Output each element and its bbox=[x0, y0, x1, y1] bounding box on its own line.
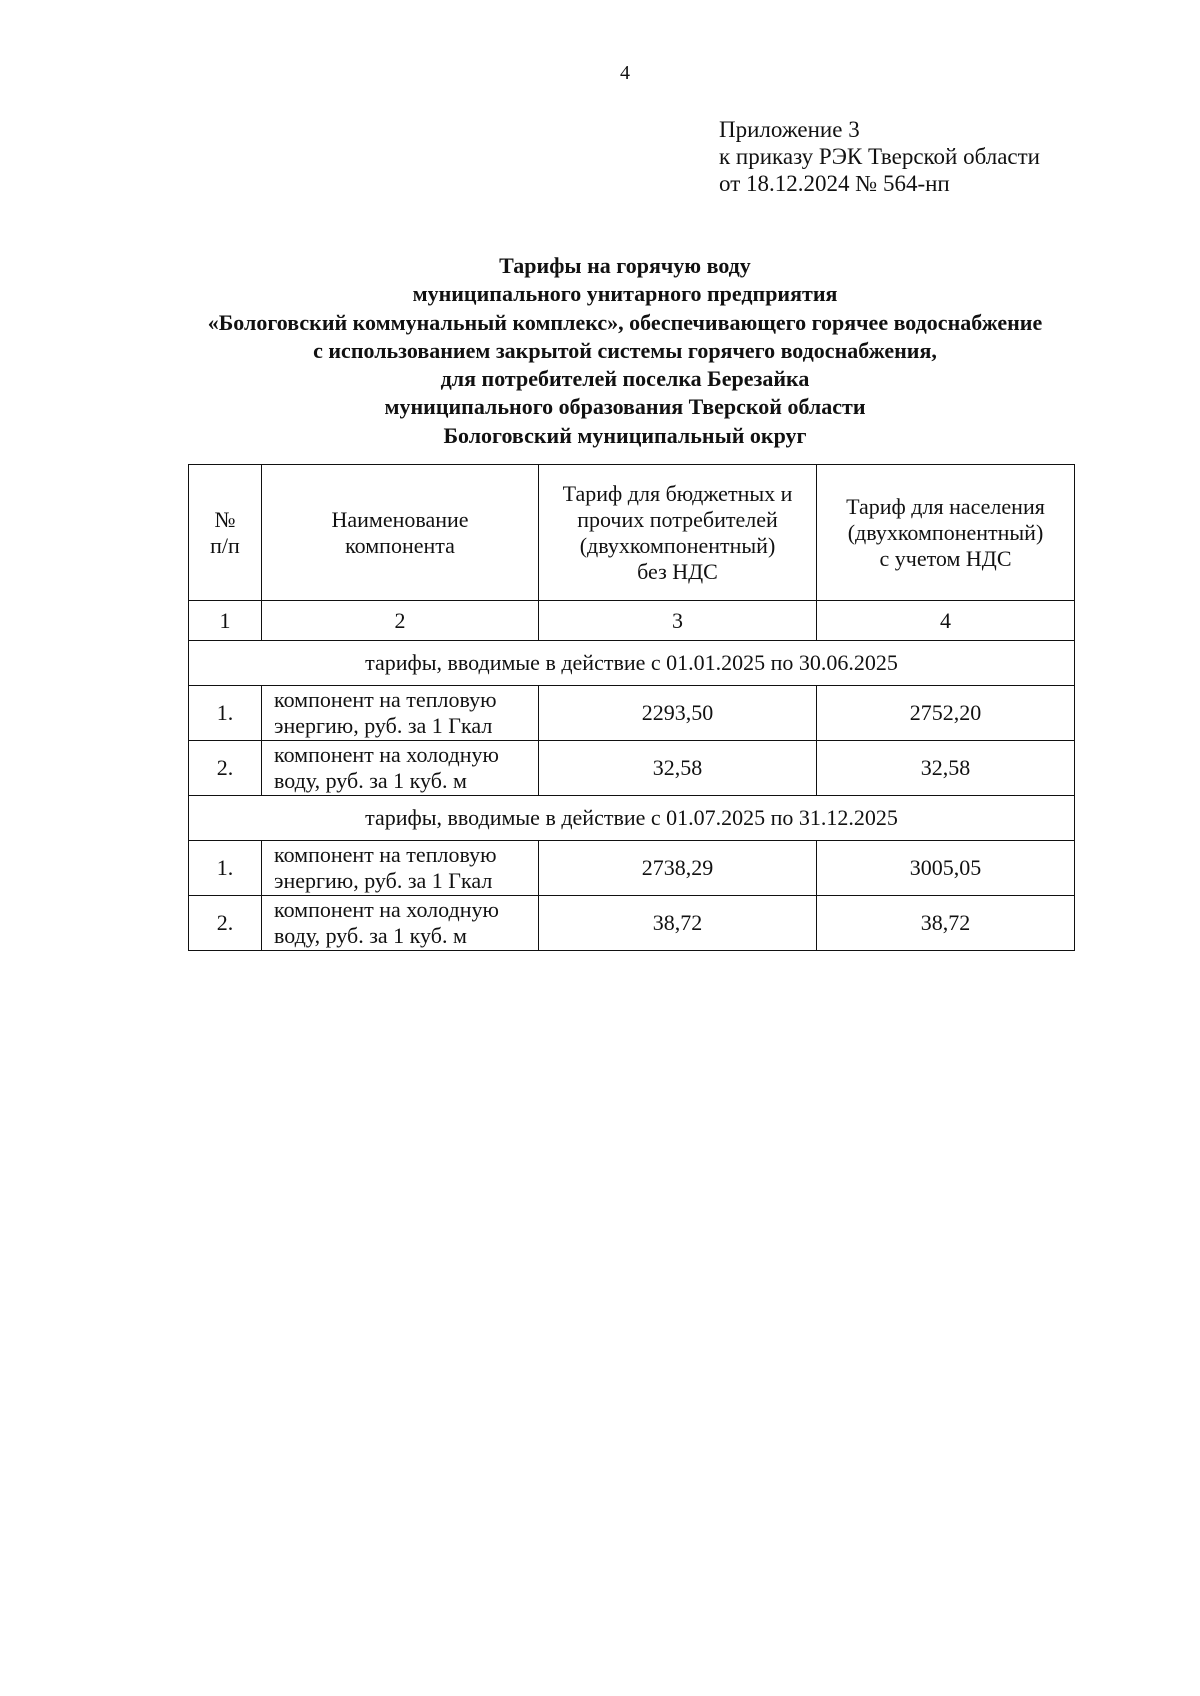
column-number: 1 bbox=[189, 601, 262, 641]
header-line: Тариф для бюджетных и bbox=[562, 480, 793, 506]
row-budget-tariff: 2293,50 bbox=[539, 686, 817, 741]
appendix-line: к приказу РЭК Тверской области bbox=[719, 144, 1040, 169]
row-budget-tariff: 2738,29 bbox=[539, 841, 817, 896]
name-line: компонент на тепловую bbox=[274, 687, 497, 712]
header-line: Тариф для населения bbox=[846, 493, 1045, 519]
title-line: для потребителей поселка Березайка bbox=[440, 366, 810, 392]
name-line: компонент на холодную bbox=[274, 897, 499, 922]
name-line: воду, руб. за 1 куб. м bbox=[274, 768, 467, 793]
header-num bbox=[189, 465, 262, 601]
name-line: компонент на холодную bbox=[274, 742, 499, 767]
table-header-row bbox=[189, 465, 1075, 601]
name-line: энергию, руб. за 1 Гкал bbox=[274, 868, 493, 893]
header-line: без НДС bbox=[637, 558, 718, 584]
column-number-row bbox=[189, 601, 1075, 641]
title-line: с использованием закрытой системы горячего водоснабжения, bbox=[313, 337, 937, 363]
row-component-name bbox=[262, 686, 539, 741]
row-num: 2. bbox=[189, 896, 262, 951]
row-component-name bbox=[262, 896, 539, 951]
name-line: энергию, руб. за 1 Гкал bbox=[274, 713, 493, 738]
tariff-table bbox=[188, 464, 1075, 951]
title-line: муниципального образования Тверской области bbox=[384, 394, 866, 420]
row-num: 1. bbox=[189, 686, 262, 741]
title-line: Бологовский муниципальный округ bbox=[443, 422, 807, 448]
appendix-reference bbox=[719, 116, 1040, 197]
title-line: муниципального унитарного предприятия bbox=[412, 281, 838, 307]
column-number: 2 bbox=[262, 601, 539, 641]
header-line: Наименование bbox=[331, 506, 469, 532]
header-line: (двухкомпонентный) bbox=[579, 532, 776, 558]
row-population-tariff: 32,58 bbox=[817, 741, 1075, 796]
period-row bbox=[189, 641, 1075, 686]
table-row bbox=[189, 741, 1075, 796]
name-line: воду, руб. за 1 куб. м bbox=[274, 923, 467, 948]
header-name bbox=[262, 465, 539, 601]
table-row bbox=[189, 896, 1075, 951]
header-budget-tariff bbox=[539, 465, 817, 601]
header-line: № bbox=[214, 506, 236, 532]
row-population-tariff: 2752,20 bbox=[817, 686, 1075, 741]
column-number: 4 bbox=[817, 601, 1075, 641]
table-row bbox=[189, 686, 1075, 741]
period-label: тарифы, вводимые в действие с 01.07.2025 по 31.12.2025 bbox=[189, 796, 1075, 841]
appendix-line: от 18.12.2024 № 564-нп bbox=[719, 171, 950, 196]
row-budget-tariff: 32,58 bbox=[539, 741, 817, 796]
row-num: 1. bbox=[189, 841, 262, 896]
row-component-name bbox=[262, 841, 539, 896]
title-line: Тарифы на горячую воду bbox=[499, 253, 751, 278]
row-population-tariff: 3005,05 bbox=[817, 841, 1075, 896]
header-line: с учетом НДС bbox=[879, 545, 1012, 571]
name-line: компонент на тепловую bbox=[274, 842, 497, 867]
page-number: 4 bbox=[620, 62, 630, 84]
header-line: п/п bbox=[210, 532, 240, 558]
appendix-line: Приложение 3 bbox=[719, 117, 860, 142]
table-row bbox=[189, 841, 1075, 896]
period-row bbox=[189, 796, 1075, 841]
row-population-tariff: 38,72 bbox=[817, 896, 1075, 951]
header-population-tariff bbox=[817, 465, 1075, 601]
header-line: прочих потребителей bbox=[577, 506, 778, 532]
header-line: компонента bbox=[345, 532, 455, 558]
row-budget-tariff: 38,72 bbox=[539, 896, 817, 951]
title-line: «Бологовский коммунальный комплекс», обеспечивающего горячее водоснабжение bbox=[207, 309, 1043, 335]
row-component-name bbox=[262, 741, 539, 796]
column-number: 3 bbox=[539, 601, 817, 641]
document-title bbox=[0, 252, 1200, 450]
period-label: тарифы, вводимые в действие с 01.01.2025 по 30.06.2025 bbox=[189, 641, 1075, 686]
row-num: 2. bbox=[189, 741, 262, 796]
header-line: (двухкомпонентный) bbox=[847, 519, 1044, 545]
